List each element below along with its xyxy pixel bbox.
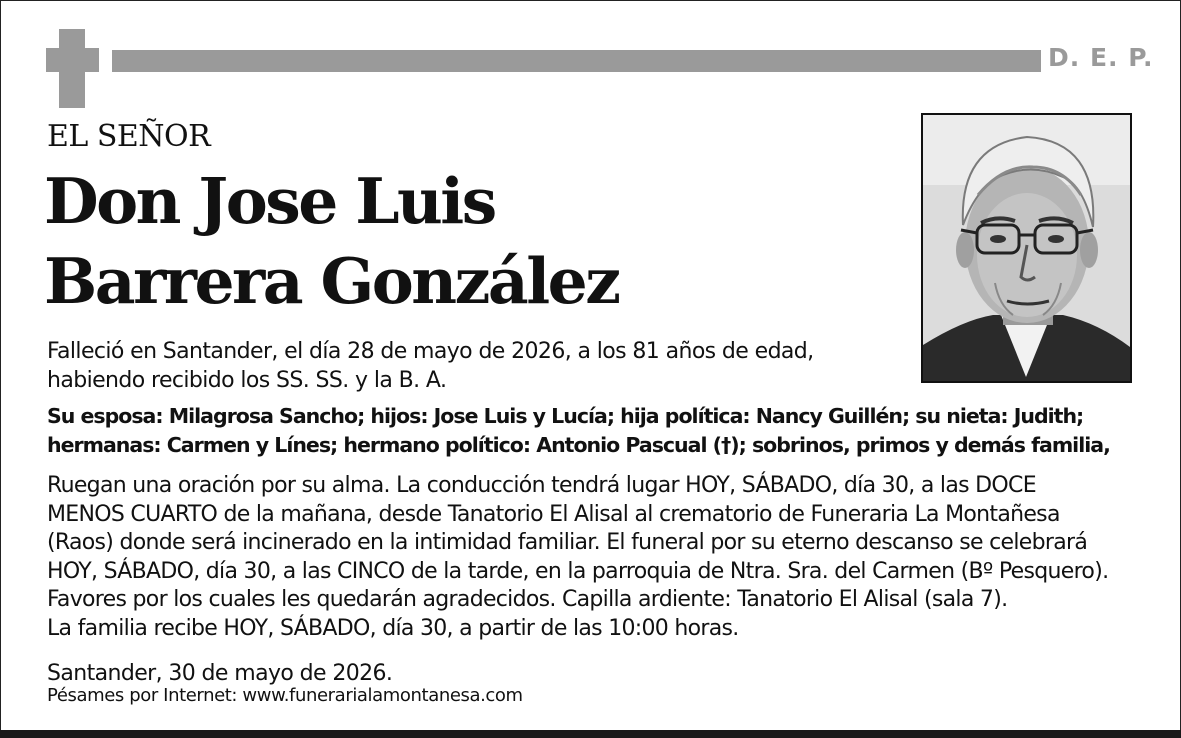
- death-notice-line: Falleció en Santander, el día 28 de mayo de 2026, a los 81 años de edad,: [47, 339, 814, 364]
- portrait-illustration: [923, 115, 1130, 381]
- honorific-prefix: EL SEÑOR: [47, 119, 211, 154]
- ceremony-line: MENOS CUARTO de la mañana, desde Tanatorio El Alisal al crematorio de Funeraria La Montañesa: [47, 501, 1060, 527]
- ceremony-line: HOY, SÁBADO, día 30, a las CINCO de la tarde, en la parroquia de Ntra. Sra. del Carmen (Bº Pesquero).: [47, 558, 1109, 584]
- family-line: Su esposa: Milagrosa Sancho; hijos: Jose Luis y Lucía; hija política: Nancy Guillén; su nieta: Judith;: [47, 404, 1084, 428]
- death-notice-line: habiendo recibido los SS. SS. y la B. A.: [47, 368, 447, 393]
- ceremony-line: Ruegan una oración por su alma. La conducción tendrá lugar HOY, SÁBADO, día 30, a las DOCE: [47, 473, 1036, 498]
- ceremony-line: Favores por los cuales les quedarán agradecidos. Capilla ardiente: Tanatorio El Alisal (sala 7).: [47, 587, 1008, 612]
- bottom-border: [0, 730, 1181, 738]
- deceased-name-line2: Barrera González: [44, 244, 619, 318]
- dep-label: D. E. P.: [1048, 43, 1154, 72]
- family-list: [47, 402, 1110, 460]
- ceremony-line: (Raos) donde será incinerado en la intimidad familiar. El funeral por su eterno descanso se celebrará: [47, 530, 1088, 555]
- portrait-photo: [921, 113, 1132, 383]
- cross-horizontal-bar: [46, 48, 99, 72]
- ceremony-details: [47, 472, 1108, 643]
- condolences-website: Pésames por Internet: www.funerarialamontanesa.com: [47, 685, 523, 706]
- family-line: hermanas: Carmen y Línes; hermano político: Antonio Pascual (†); sobrinos, primos y demás familia,: [47, 433, 1110, 457]
- death-notice: [47, 337, 814, 395]
- deceased-name-line1: Don Jose Luis: [44, 164, 495, 238]
- ceremony-line: La familia recibe HOY, SÁBADO, día 30, a partir de las 10:00 horas.: [47, 615, 739, 641]
- place-date: Santander, 30 de mayo de 2026.: [47, 661, 393, 686]
- header-rule: [112, 50, 1041, 72]
